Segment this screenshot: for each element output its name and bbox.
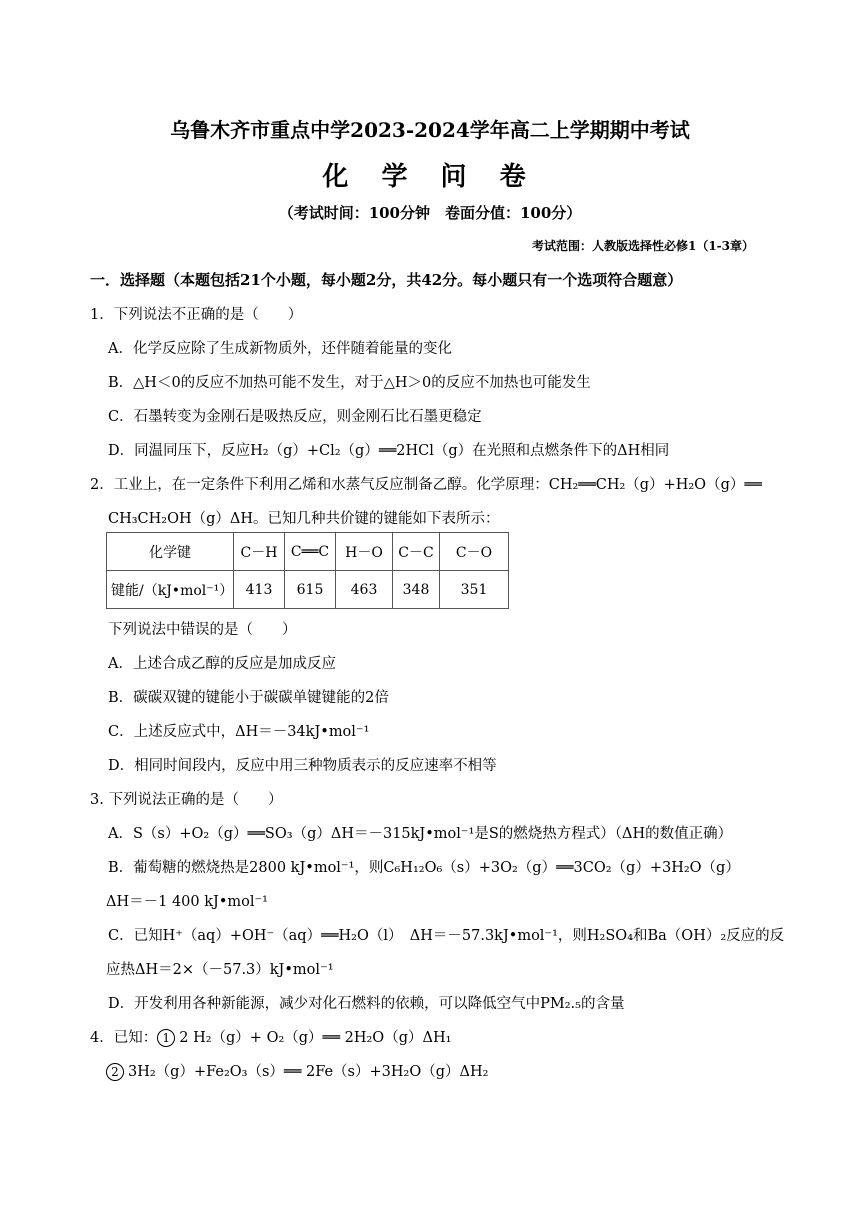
exam-scope: 考试范围：人教版选择性必修1（1-3章） — [531, 239, 754, 253]
q2-option-d: D．相同时间段内，反应中用三种物质表示的反应速率不相等 — [108, 758, 497, 774]
q2-stem-line1: 2．工业上，在一定条件下利用乙烯和水蒸气反应制备乙醇。化学原理：CH₂══CH₂（g）+H₂O（g）══ — [90, 477, 762, 493]
table-row — [107, 571, 509, 609]
q2-ask: 下列说法中错误的是（ ） — [108, 622, 297, 638]
table-header-row — [107, 533, 509, 571]
exam-subtitle: 化 学 问 卷 — [322, 162, 538, 192]
q1-stem: 1．下列说法不正确的是（ ） — [90, 307, 303, 323]
q4-equation-2: 3H₂（g）+Fe₂O₃（s）══ 2Fe（s）+3H₂O（g）ΔH₂ — [128, 1064, 489, 1080]
q2-option-b: B．碳碳双键的键能小于碳碳单键键能的2倍 — [108, 690, 389, 706]
table-cell: C－C — [393, 533, 440, 571]
q4-stem-label: 4．已知： — [90, 1030, 158, 1046]
table-cell: 348 — [393, 571, 440, 609]
q1-option-b: B．△H＜0的反应不加热可能不发生，对于△H＞0的反应不加热也可能发生 — [108, 375, 591, 391]
q3-option-a: A．S（s）+O₂（g）══SO₃（g）ΔH＝－315kJ•mol⁻¹是S的燃烧热方程式）（ΔH的数值正确） — [108, 826, 733, 842]
table-cell: 键能/（kJ•mol⁻¹） — [107, 571, 234, 609]
table-cell: 413 — [234, 571, 285, 609]
q4-stem — [90, 1026, 451, 1047]
q4-equation-1: 2 H₂（g）+ O₂（g）══ 2H₂O（g）ΔH₁ — [179, 1030, 452, 1046]
bond-energy-table — [106, 532, 509, 609]
table-cell: C－O — [440, 533, 509, 571]
table-cell: C══C — [285, 533, 336, 571]
section-heading: 一．选择题（本题包括21个小题，每小题2分，共42分。每小题只有一个选项符合题意） — [90, 271, 683, 289]
table-cell: 351 — [440, 571, 509, 609]
q2-option-c: C．上述反应式中，ΔH＝－34kJ•mol⁻¹ — [108, 724, 370, 740]
q3-option-d: D．开发利用各种新能源，减少对化石燃料的依赖，可以降低空气中PM₂.₅的含量 — [108, 996, 625, 1012]
exam-time-score: （考试时间：100分钟 卷面分值：100分） — [278, 204, 582, 222]
q2-option-a: A．上述合成乙醇的反应是加成反应 — [108, 656, 336, 672]
q4-equation-2-line — [106, 1060, 488, 1081]
table-cell: 化学键 — [107, 533, 234, 571]
q3-option-b-line2: ΔH＝－1 400 kJ•mol⁻¹ — [106, 894, 268, 910]
q3-option-c-line1: C．已知H⁺（aq）+OH⁻（aq）══H₂O（l） ΔH＝－57.3kJ•mol⁻¹，则H₂SO₄和Ba（OH）₂反应的反 — [108, 928, 785, 944]
table-cell: 615 — [285, 571, 336, 609]
table-cell: C－H — [234, 533, 285, 571]
exam-title: 乌鲁木齐市重点中学2023-2024学年高二上学期期中考试 — [170, 118, 690, 142]
circled-number-2: 2 — [106, 1063, 124, 1081]
q3-option-c-line2: 应热ΔH＝2×（－57.3）kJ•mol⁻¹ — [106, 962, 334, 978]
circled-number-1: 1 — [157, 1029, 175, 1047]
q3-stem: 3. 下列说法正确的是（ ） — [90, 792, 283, 808]
q1-option-d: D．同温同压下，反应H₂（g）+Cl₂（g）══2HCl（g）在光照和点燃条件下的ΔH相同 — [108, 443, 670, 459]
q1-option-c: C．石墨转变为金刚石是吸热反应，则金刚石比石墨更稳定 — [108, 409, 482, 425]
table-cell: 463 — [336, 571, 393, 609]
q1-option-a: A．化学反应除了生成新物质外，还伴随着能量的变化 — [108, 341, 452, 357]
q2-stem-line2: CH₃CH₂OH（g）ΔH。已知几种共价键的键能如下表所示： — [108, 511, 500, 527]
table-cell: H－O — [336, 533, 393, 571]
q3-option-b-line1: B．葡萄糖的燃烧热是2800 kJ•mol⁻¹，则C₆H₁₂O₆（s）+3O₂（g）══3CO₂（g）+3H₂O（g） — [108, 860, 740, 876]
